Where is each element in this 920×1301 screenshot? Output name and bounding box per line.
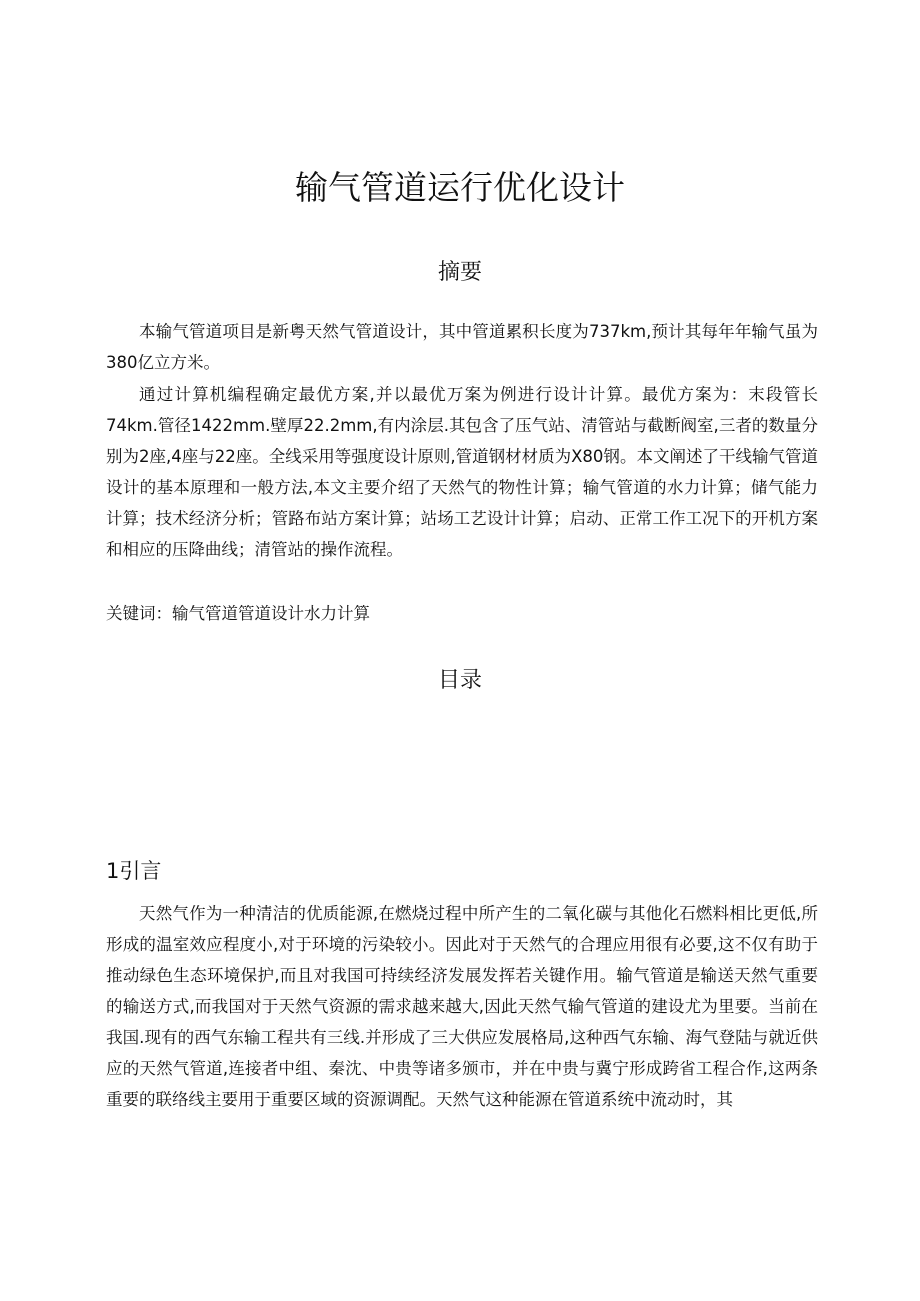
intro-heading: 1引言 <box>106 859 162 883</box>
keywords-line: 关键词：输气管道管道设计水力计算 <box>106 604 370 623</box>
abstract-paragraph: 本输气管道项目是新粤天然气管道设计，其中管道累积长度为737km,预计其每年年输气虽为380亿立方米。 <box>106 322 818 372</box>
toc-heading: 目录 <box>437 668 482 693</box>
abstract-heading: 摘要 <box>437 260 482 285</box>
abstract-paragraph: 通过计算机编程确定最优方案,并以最优万案为例进行设计计算。最优方案为：末段管长74km.管径1422mm.壁厚22.2mm,有内涂层.其包含了压气站、清管站与截断阀室,三者的数量分别为2座,4座与22座。全线采用等强度设计原则,管道钢材材质为X80钢。本文阐述了干线输气管道设计的基本原理和一般方法,本文主要介绍了天然气的物性计算；输气管道的水力计算；储气能力计算；技术经济分析；管路布站方案计算；站场工艺设计计算；启动、正常工作工况下的开机方案和相应的压降曲线；清管站的操作流程。 <box>106 385 818 559</box>
document-title: 输气管道运行优化设计 <box>295 168 625 207</box>
intro-paragraph: 天然气作为一种清洁的优质能源,在燃烧过程中所产生的二氧化碳与其他化石燃料相比更低,所形成的温室效应程度小,对于环境的污染较小。因此对于天然气的合理应用很有必要,这不仅有助于推动绿色生态环境保护,而且对我国可持续经济发展发挥若关键作用。输气管道是输送天然气重要的输送方式,而我国对于天然气资源的需求越来越大,因此天然气输气管道的建设尤为里要。当前在我国.现有的西气东输工程共有三线.并形成了三大供应发展格局,这种西气东输、海气登陆与就近供应的天然气管道,连接者中组、秦沈、中贵等诸多颁市，并在中贵与冀宁形成跨省工程合作,这两条重要的联络线主要用于重要区域的资源调配。天然气这种能源在管道系统中流动时，其 <box>106 904 818 1109</box>
